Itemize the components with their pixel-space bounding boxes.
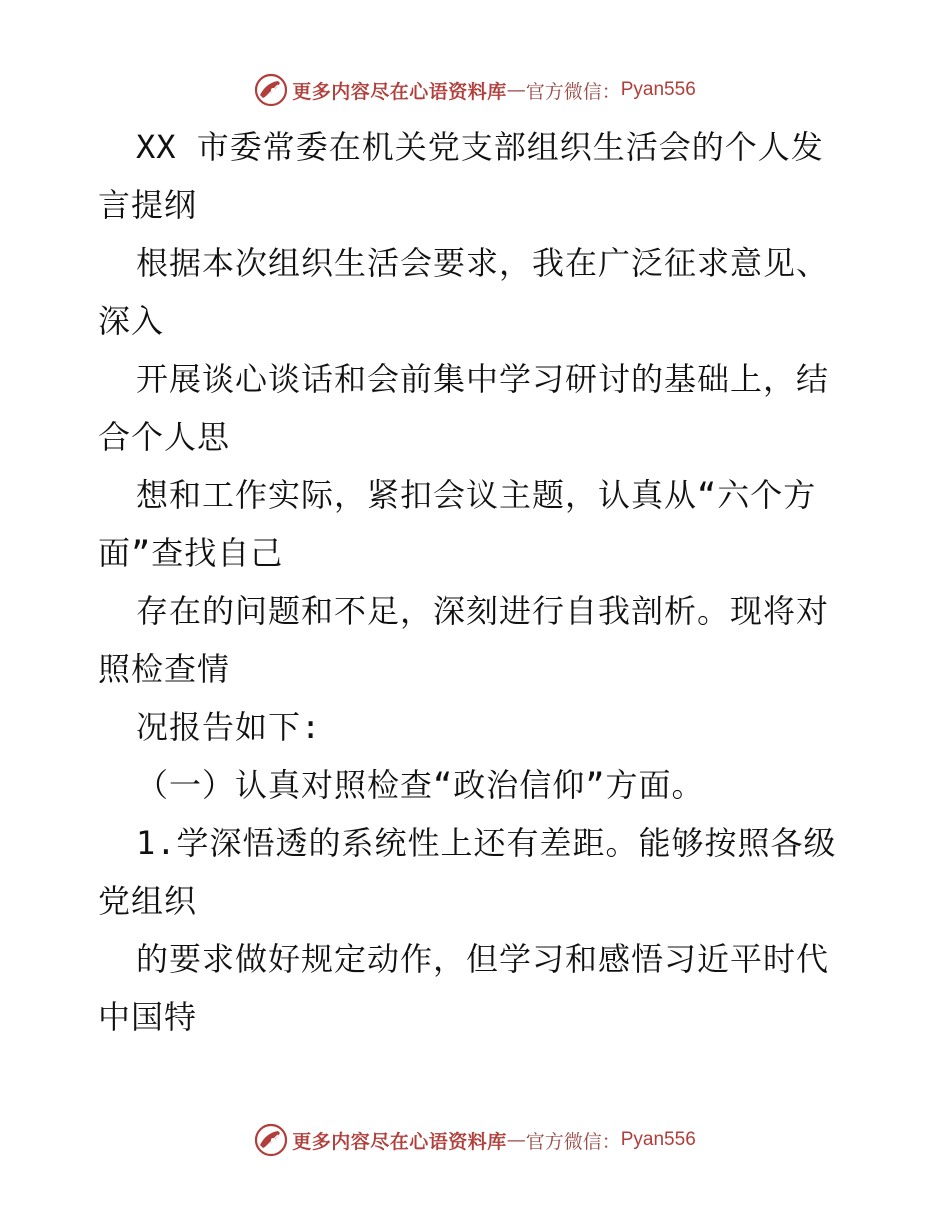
banner-dash: —	[506, 1129, 526, 1151]
text-line: 中国特	[98, 998, 198, 1036]
pen-nib-logo-icon	[254, 1123, 288, 1157]
footer-banner	[0, 1120, 950, 1160]
text-line: XX 市委常委在机关党支部组织生活会的个人发	[136, 128, 824, 166]
banner-sub-text: 官方微信：	[525, 1130, 621, 1153]
text-line: 照检查情	[98, 650, 231, 688]
pen-nib-logo-icon	[254, 73, 288, 107]
text-line: 况报告如下:	[136, 708, 322, 746]
banner-main-text: 更多内容尽在心语资料库	[292, 1130, 507, 1153]
document-body	[98, 118, 858, 1046]
banner-wechat-id: Pyan556	[620, 79, 696, 100]
text-line: 开展谈心谈话和会前集中学习研讨的基础上，结	[136, 360, 830, 398]
header-banner	[0, 70, 950, 110]
text-line: 面”查找自己	[98, 534, 284, 572]
banner-wechat-id: Pyan556	[620, 1129, 696, 1150]
banner-sub-text: 官方微信：	[525, 80, 621, 103]
text-line: 合个人思	[98, 418, 231, 456]
banner-dash: —	[506, 79, 526, 101]
text-line: 党组织	[98, 882, 198, 920]
text-line: 深入	[98, 302, 165, 340]
text-line: 言提纲	[98, 186, 198, 224]
banner-main-text: 更多内容尽在心语资料库	[292, 80, 507, 103]
text-line: 1.学深悟透的系统性上还有差距。能够按照各级	[136, 824, 837, 862]
text-line: 想和工作实际，紧扣会议主题，认真从“六个方	[136, 476, 817, 514]
text-line: 存在的问题和不足，深刻进行自我剖析。现将对	[136, 592, 830, 630]
text-line: （一）认真对照检查“政治信仰”方面。	[136, 766, 705, 804]
text-line: 根据本次组织生活会要求，我在广泛征求意见、	[136, 244, 830, 282]
text-line: 的要求做好规定动作，但学习和感悟习近平时代	[136, 940, 830, 978]
